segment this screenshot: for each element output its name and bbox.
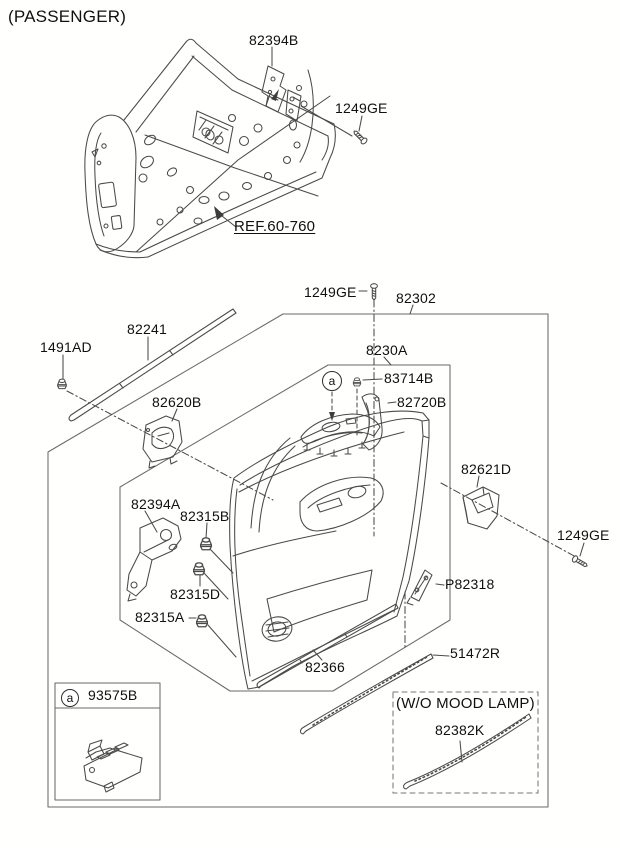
passenger-title: (PASSENGER) [8, 7, 127, 26]
armrest-assembly-art [301, 394, 382, 456]
leader-lines [63, 47, 584, 762]
callout-82620b: 82620B [152, 394, 202, 410]
module-82394b-art [262, 66, 286, 112]
callout-ref-60-760: REF.60-760 [234, 218, 316, 235]
callout-82315b: 82315B [180, 508, 230, 524]
clip-icon [201, 538, 212, 550]
inset-wo-mood-lamp-title: (W/O MOOD LAMP) [396, 695, 535, 712]
callout-93575b: 93575B [88, 687, 138, 703]
callout-82382k: 82382K [435, 722, 485, 738]
callout-p82318: P82318 [445, 576, 495, 592]
callout-1249ge-right: 1249GE [557, 527, 610, 543]
callout-82241: 82241 [127, 321, 167, 337]
callout-82315a: 82315A [135, 609, 185, 625]
callout-1249ge-mid: 1249GE [304, 284, 357, 300]
callout-1249ge-top: 1249GE [335, 100, 388, 116]
marker-a-main: a [322, 371, 342, 391]
callout-82394a: 82394A [131, 496, 181, 512]
cover-82621d-art [463, 487, 499, 529]
callout-8230a: 8230A [366, 342, 408, 358]
callout-82720b: 82720B [397, 394, 447, 410]
callout-82394b: 82394B [249, 32, 299, 48]
clip-icon [58, 379, 67, 389]
callout-82366: 82366 [305, 659, 345, 675]
screw-icon [371, 284, 378, 300]
sub-box-8230a [120, 365, 450, 691]
callout-82315d: 82315D [170, 586, 221, 602]
callout-83714b: 83714B [384, 370, 434, 386]
marker-a-inset: a [61, 689, 79, 707]
window-switch-art [84, 740, 142, 792]
callout-51472r: 51472R [450, 645, 501, 661]
ref-arrowhead [214, 206, 224, 220]
clip-icon [353, 378, 360, 386]
clip-icon [194, 563, 205, 575]
clip-icon [197, 615, 208, 627]
callout-82302: 82302 [396, 290, 436, 306]
callout-82621d: 82621D [461, 461, 512, 477]
screw-icon [571, 555, 589, 569]
screw-icon [352, 129, 368, 145]
callout-1491ad: 1491AD [40, 339, 92, 355]
